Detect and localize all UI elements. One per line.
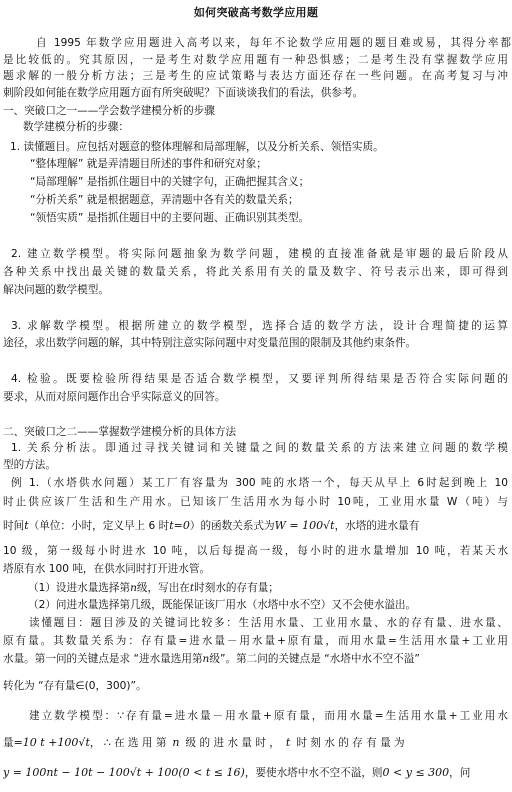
step4-line-2: 要求，从而对原问题作出合乎实际意义的回答。 — [3, 391, 226, 403]
formula-y: y = 100nt − 10t − 100√t + 100(0 < t ≤ 16) — [3, 766, 245, 779]
reading-line-3-text-b: 级”。第二问的关键点是 “水塔中水不空不溢” — [209, 653, 420, 665]
section1-heading: 一、突破口之一——学会数学建模分析的步骤 — [3, 105, 215, 117]
example-line-3-text-a: 时间 — [3, 520, 25, 532]
step2-line-3: 解决问题的数学模型。 — [3, 284, 109, 296]
variable-t: t — [24, 519, 29, 532]
section1-subheading: 数学建模分析的步骤： — [23, 121, 129, 133]
example-line-5: 塔原有水 100 吨，在供水同时打开进水管。 — [3, 563, 211, 575]
step2-line-2: 各种关系中找出最关键的数量关系，将此关系用有关的量及数字、符号表示出来，即可得到 — [3, 266, 508, 278]
model-line-2-text-d: 时 刻 水 的 存 有 量 为 — [296, 737, 405, 749]
model-line-2 — [3, 735, 508, 751]
model-line-3-text-b: ，要使水塔中水不空不溢，则 — [244, 767, 383, 779]
step1-item-3: “分析关系” 就是根据题意，弄清题中各有关的数量关系； — [30, 194, 299, 206]
formula-y-range: 0 < y ≤ 300 — [382, 766, 450, 779]
question-1 — [28, 581, 512, 595]
model-line-2-text-a: 量 — [3, 737, 14, 749]
question-2: （2）问进水量选择第几级，既能保证该厂用水（水塔中水不空）又不会使水溢出。 — [28, 599, 417, 611]
example-line-3-text-d: ，水塔的进水量有 — [334, 520, 420, 532]
model-line-1: 建立数学模型：∵存有量=进水量－用水量+原有量，而用水量=生活用水量+工业用水 — [29, 710, 508, 722]
example-line-4: 10 级，第一级每小时进水 10 吨，以后每提高一级，每小时的进水量增加 10 吨，若某天水 — [3, 545, 508, 557]
reading-line-2: 原有量。其数量关系为：存有量=进水量－用水量+原有量，而用水量=生活用水量+工业用 — [3, 635, 508, 647]
step4-line-1: 4. 检验。既要检验所得结果是否适合数学模型，又要评判所得结果是否符合实际问题的 — [11, 373, 508, 385]
variable-n-reading: n — [202, 653, 210, 665]
example-line-3-text-c: ）的函数关系式为 — [189, 520, 275, 532]
reading-line-1: 读懂题目：题目涉及的关键词比较多：生活用水量、工业用水量、水的存有量、进水量、 — [29, 617, 508, 629]
example-line-3 — [3, 518, 508, 534]
variable-n: n — [130, 582, 137, 594]
step3-line-1: 3. 求解数学模型。根据所建立的数学模型，选择合适的数学方法，设计合理简捷的运算 — [11, 320, 508, 332]
formula-t0: t=0 — [169, 519, 190, 532]
model-line-3 — [3, 765, 508, 781]
step1-item-1: “整体理解” 就是弄清题目所述的事件和研究对象； — [30, 158, 267, 170]
formula-usage: =10 t +100√t — [13, 736, 90, 749]
example-line-2: 时止供应该厂生活和生产用水。已知该厂生活用水为每小时 10吨，工业用水量 W（吨）与 — [3, 496, 508, 508]
section2-heading: 二、突破口之二——掌握数学建模分析的具体方法 — [3, 426, 237, 438]
step1-lead: 1. 读懂题目。应包括对题意的整体理解和局部理解，以及分析关系、领悟实质。 — [10, 141, 384, 153]
step2-line-1: 2. 建立数学模型。将实际问题抽象为数学问题，建模的直接准备就是审题的最后阶段从 — [11, 248, 508, 260]
document-title: 如何突破高考数学应用题 — [193, 6, 319, 19]
model-line-2-text-c: 级 的 进 水 量 时 ， — [185, 737, 280, 749]
variable-n-model: n — [172, 736, 180, 749]
example-line-3-text-b: （单位：小时，定义早上 6 时 — [28, 520, 170, 532]
formula-w: W = 100√t — [274, 519, 335, 532]
reading-line-3-text-a: 水量。第一问的关键点是求 “进水量选用第 — [3, 653, 203, 665]
intro-line-1: 自 1995 年数学应用题进入高考以来，每年不论数学应用题的题目难或易，其得分率都 — [36, 37, 511, 49]
intro-line-4: 刺阶段如何能在数学应用题方面有所突破呢？下面谈谈我们的看法，供参考。 — [3, 87, 364, 99]
variable-t-q1: t — [189, 582, 195, 594]
step1-item-4: “领悟实质” 是指抓住题目中的主要问题、正确识别其类型。 — [30, 212, 310, 224]
variable-t-model: t — [285, 736, 291, 749]
model-line-2-text-b: ， ∴ 在 选 用 第 — [89, 737, 167, 749]
intro-line-2: 是比较低的。究其原因，一是考生对数学应用题有一种恐惧感；二是考生没有掌握数学应用 — [3, 54, 508, 66]
question-1-text-b: 级，写出在 — [136, 582, 190, 594]
method1-line-1: 1. 关系分析法。即通过寻找关键词和关键量之间的数量关系的方法来建立问题的数学模 — [11, 442, 508, 454]
reading-line-3 — [3, 652, 508, 666]
intro-line-3: 题求解的一般分析方法；三是考生的应试策略与表达方面还存在一些问题。在高考复习与冲 — [3, 70, 508, 82]
question-1-text-a: （1）设进水量选择第 — [28, 582, 131, 594]
example-line-1: 例 1.（水塔供水问题）某工厂有容量为 300 吨的水塔一个，每天从早上 6时起到晚上 10 — [11, 477, 508, 489]
question-1-text-c: 时刻水的存有量； — [194, 582, 279, 594]
reading-line-4: 转化为 “存有量∈(0，300)”。 — [3, 680, 147, 692]
step1-item-2: “局部理解” 是指抓住题目中的关键字句，正确把握其含义； — [30, 176, 310, 188]
model-line-3-text-c: ，问 — [449, 767, 471, 779]
step3-line-2: 途径，求出数学问题的解，其中特别注意实际问题中对变量范围的限制及其他约束条件。 — [3, 337, 417, 349]
method1-line-2: 型的方法。 — [3, 459, 56, 471]
